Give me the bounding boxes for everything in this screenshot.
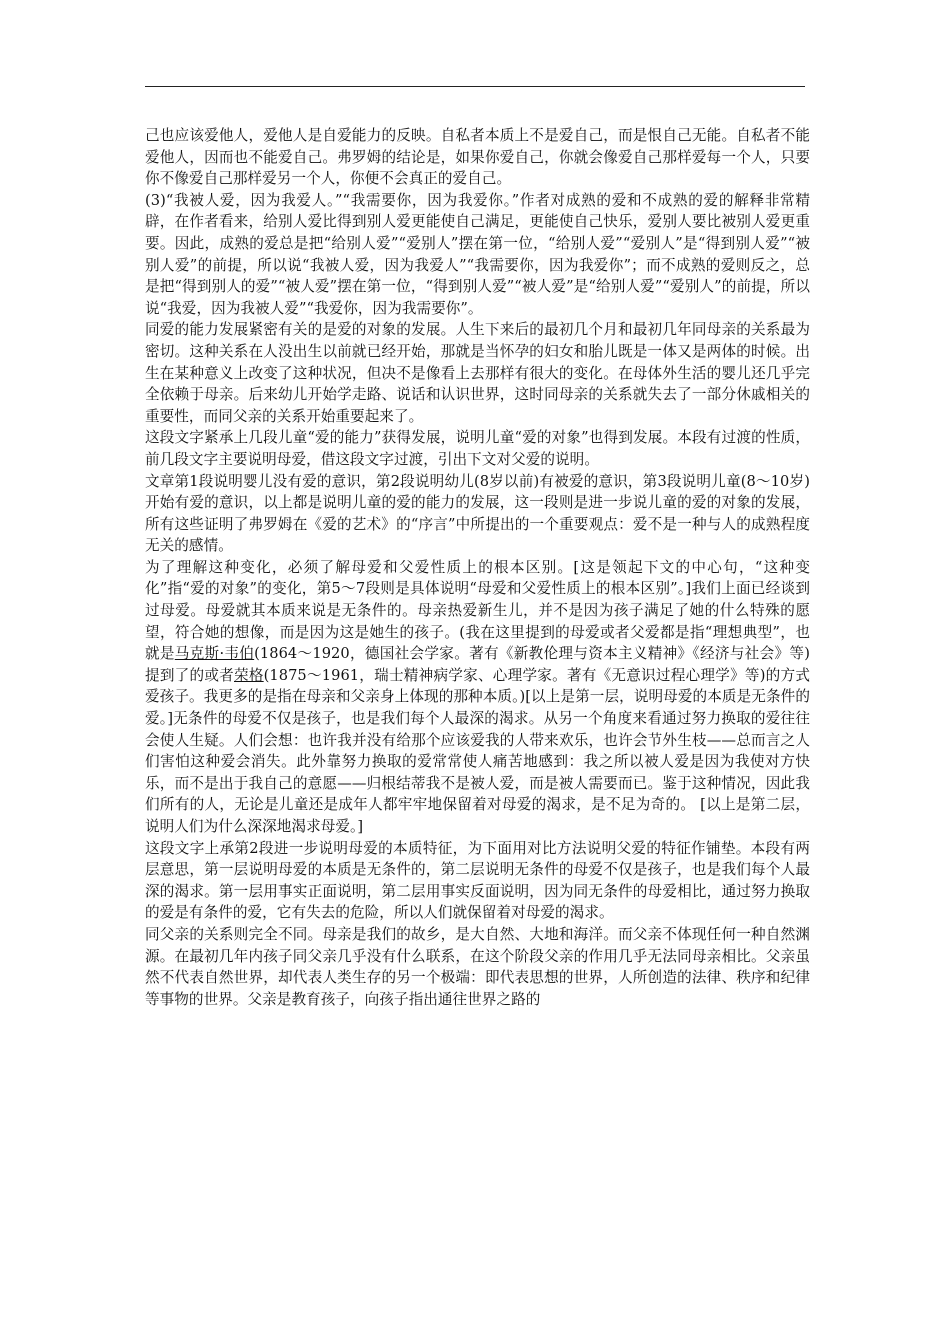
paragraph-text: 同爱的能力发展紧密有关的是爱的对象的发展。人生下来后的最初几个月和最初几年同母亲的关系最为密切。这种关系在人没出生以前就已经开始，那就是当怀孕的妇女和胎儿既是一体又是两体的时候。出生在某种意义上改变了这种状况，但决不是像看上去那样有很大的变化。在母体外生活的婴儿还几乎完全依赖于母亲。后来幼儿开始学走路、说话和认识世界，这时同母亲的关系就失去了一部分休戚相关的重要性，而同父亲的关系开始重要起来了。 (145, 321, 810, 425)
para-transition (145, 427, 810, 470)
paragraph-text: (1864～1920，德国社会学家。著有《新教伦理与资本主义精神》《经济与社会》等)提到了的或者 (145, 645, 810, 684)
para-object-of-love (145, 319, 810, 427)
para-self-love (145, 125, 810, 190)
para-mother-love (145, 557, 810, 838)
paragraph-text: (3)“我被人爱，因为我爱人。”“我需要你，因为我爱你。”作者对成熟的爱和不成熟的爱的解释非常精辟，在作者看来，给别人爱比得到别人爱更能使自己满足，更能使自己快乐，爱别人要比被别人爱更重要。因此，成熟的爱总是把“给别人爱”“爱别人”摆在第一位，“给别人爱”“爱别人”是“得到别人爱”“被别人爱”的前提，所以说“我被人爱，因为我爱人”“我需要你，因为我爱你”；而不成熟的爱则反之，总是把“得到别人的爱”“被人爱”摆在第一位，“得到别人爱”“被人爱”是“给别人爱”“爱别人”的前提，所以说“我爱，因为我被人爱”“我爱你，因为我需要你”。 (145, 191, 810, 317)
paragraph-text: 这段文字紧承上几段儿童“爱的能力”获得发展，说明儿童“爱的对象”也得到发展。本段有过渡的性质，前几段文字主要说明母爱，借这段文字过渡，引出下文对父爱的说明。 (145, 429, 810, 468)
underlined-name: 荣格 (234, 666, 264, 684)
underlined-name: 马克斯·韦伯 (174, 645, 255, 663)
header-rule (145, 86, 805, 87)
para-father (145, 924, 810, 1010)
para-point-3 (145, 190, 810, 320)
paragraph-text: (1875～1961，瑞士精神病学家、心理学家。著有《无意识过程心理学》等)的方式爱孩子。我更多的是指在母亲和父亲身上体现的那种本质。)[以上是第一层，说明母爱的本质是无条件的爱。]无条件的母爱不仅是孩子，也是我们每个人最深的渴求。从另一个角度来看通过努力换取的爱往往会使人生疑。人们会想：也许我并没有给那个应该爱我的人带来欢乐，也许会节外生枝——总而言之人们害怕这种爱会消失。此外靠努力换取的爱常常使人痛苦地感到：我之所以被人爱是因为我使对方快乐，而不是出于我自己的意愿——归根结蒂我不是被人爱，而是被人需要而已。鉴于这种情况，因此我们所有的人，无论是儿童还是成年人都牢牢地保留着对母爱的渴求，是不足为奇的。 [以上是第二层，说明人们为什么深深地渴求母爱。] (145, 666, 810, 835)
paragraph-text: 文章第1段说明婴儿没有爱的意识，第2段说明幼儿(8岁以前)有被爱的意识，第3段说明儿童(8～10岁)开始有爱的意识，以上都是说明儿童的爱的能力的发展，这一段则是进一步说儿童的爱的对象的发展，所有这些证明了弗罗姆在《爱的艺术》的“序言”中所提出的一个重要观点：爱不是一种与人的成熟程度无关的感情。 (145, 472, 810, 555)
document-body (145, 125, 810, 1010)
paragraph-text: 为了理解这种变化，必须了解母爱和父爱性质上的根本区别。[这是领起下文的中心句，“这种变化”指“爱的对象”的变化，第5～7段则是具体说明“母爱和父爱性质上的根本区别”。]我们上面已经谈到过母爱。母爱就其本质来说是无条件的。母亲热爱新生儿，并不是因为孩子满足了她的什么特殊的愿望，符合她的想像，而是因为这是她生的孩子。(我在这里提到的母爱或者父爱都是指“理想典型”，也就是 (145, 558, 810, 663)
paragraph-text: 这段文字上承第2段进一步说明母爱的本质特征，为下面用对比方法说明父爱的特征作铺垫。本段有两层意思，第一层说明母爱的本质是无条件的，第二层说明无条件的母爱不仅是孩子，也是我们每个人最深的渴求。第一层用事实正面说明，第二层用事实反面说明，因为同无条件的母爱相比，通过努力换取的爱是有条件的爱，它有失去的危险，所以人们就保留着对母爱的渴求。 (145, 839, 810, 922)
para-analysis (145, 838, 810, 924)
paragraph-text: 己也应该爱他人，爱他人是自爱能力的反映。自私者本质上不是爱自己，而是恨自己无能。自私者不能爱他人，因而也不能爱自己。弗罗姆的结论是，如果你爱自己，你就会像爱自己那样爱每一个人，只要你不像爱自己那样爱另一个人，你便不会真正的爱自己。 (145, 127, 810, 188)
paragraph-text: 同父亲的关系则完全不同。母亲是我们的故乡，是大自然、大地和海洋。而父亲不体现任何一种自然渊源。在最初几年内孩子同父亲几乎没有什么联系，在这个阶段父亲的作用几乎无法同母亲相比。父亲虽然不代表自然世界，却代表人类生存的另一个极端：即代表思想的世界，人所创造的法律、秩序和纪律等事物的世界。父亲是教育孩子，向孩子指出通往世界之路的 (145, 925, 810, 1008)
para-summary (145, 471, 810, 557)
